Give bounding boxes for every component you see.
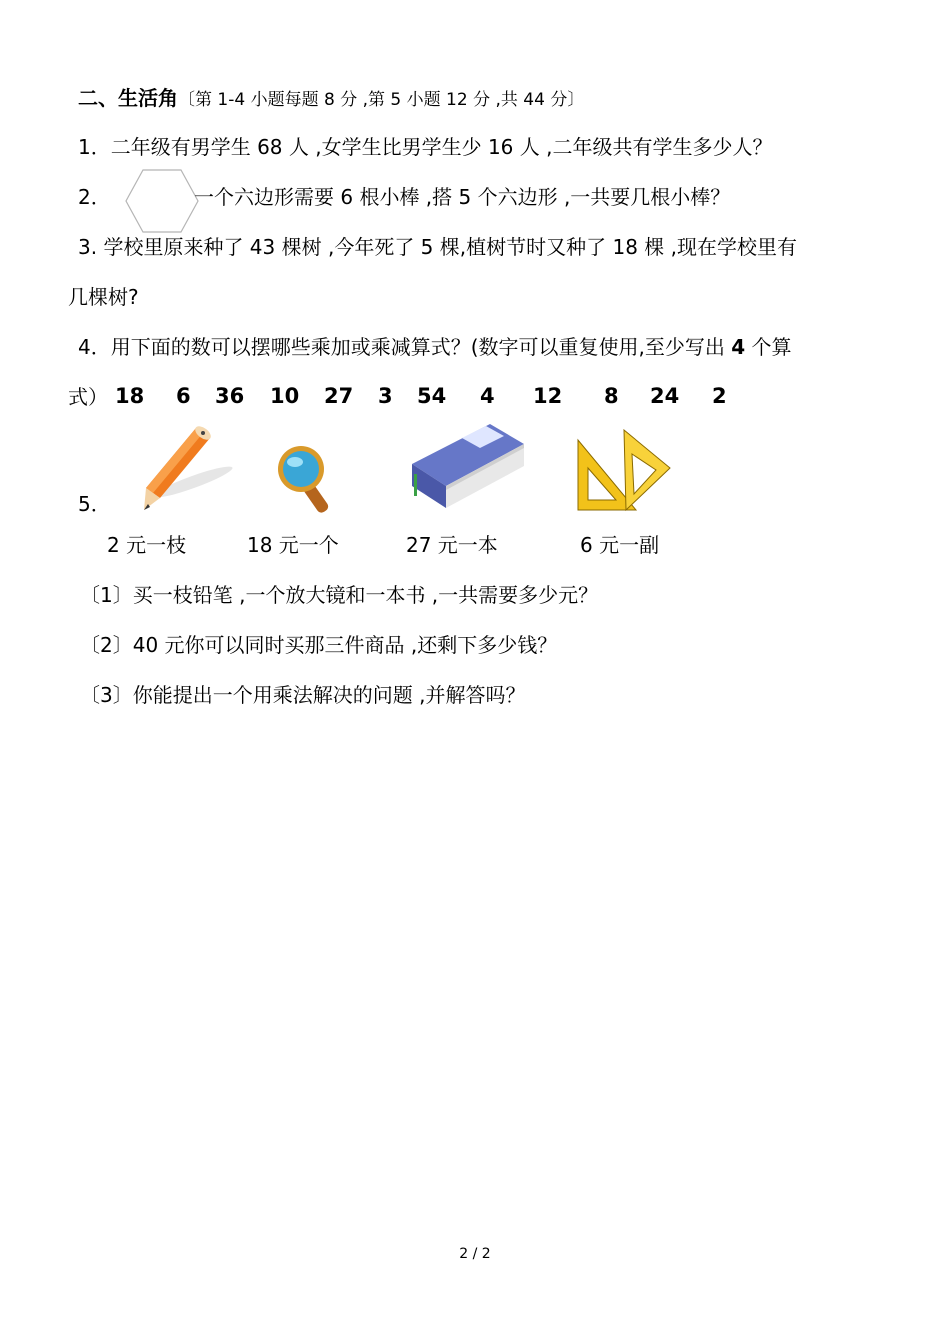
question-5-sub-3: 〔3〕你能提出一个用乘法解决的问题 ,并解答吗？ — [80, 683, 526, 707]
number-item: 36 — [215, 384, 245, 408]
number-item: 6 — [176, 384, 191, 408]
number-item: 4 — [480, 384, 495, 408]
question-5-sub-1: 〔1〕买一枝铅笔 ,一个放大镜和一本书 ,一共需要多少元？ — [80, 583, 599, 607]
hexagon-icon — [124, 168, 200, 234]
section-heading — [78, 84, 584, 114]
section-score-note: 〔第 1-4 小题每题 8 分 ,第 5 小题 12 分 ,共 44 分〕 — [178, 90, 585, 110]
question-4-line-2: 式） — [68, 385, 108, 409]
number-item: 54 — [417, 384, 447, 408]
price-label: 6 元一副 — [580, 533, 660, 557]
section-title: 二、生活角 — [78, 86, 178, 110]
question-2-number: 2． — [78, 185, 111, 209]
question-4-count: 4 — [731, 335, 746, 359]
number-item: 27 — [324, 384, 354, 408]
price-label: 2 元一枝 — [107, 533, 187, 557]
number-item: 2 — [712, 384, 727, 408]
page-number: 2 / 2 — [459, 1246, 491, 1262]
question-2: 一个六边形需要 6 根小棒 ,搭 5 个六边形 ,一共要几根小棒？ — [194, 185, 731, 209]
question-5-number: 5． — [78, 492, 111, 516]
question-5-sub-2: 〔2〕40 元你可以同时买那三件商品 ,还剩下多少钱？ — [80, 633, 558, 657]
question-1: 1．二年级有男学生 68 人 ,女学生比男学生少 16 人 ,二年级共有学生多少人？ — [78, 135, 773, 159]
price-label: 18 元一个 — [247, 533, 339, 557]
number-item: 3 — [378, 384, 393, 408]
number-item: 18 — [115, 384, 145, 408]
price-label: 27 元一本 — [406, 533, 498, 557]
question-3-line-1: 3. 学校里原来种了 43 棵树 ,今年死了 5 棵,植树节时又种了 18 棵 ,现在学校里有 — [78, 235, 797, 259]
number-item: 12 — [533, 384, 563, 408]
number-item: 10 — [270, 384, 300, 408]
pencil-icon — [138, 420, 238, 515]
question-4-text-a: 4．用下面的数可以摆哪些乘加或乘减算式？(数字可以重复使用,至少写出 — [78, 335, 732, 359]
number-item: 24 — [650, 384, 680, 408]
question-3-line-2: 几棵树? — [68, 285, 139, 309]
set-square-icon — [574, 428, 672, 514]
book-icon — [410, 418, 528, 514]
number-item: 8 — [604, 384, 619, 408]
question-4-text-b: 个算 — [745, 335, 792, 359]
question-4-line-1 — [78, 333, 792, 361]
magnifier-icon — [274, 442, 340, 516]
